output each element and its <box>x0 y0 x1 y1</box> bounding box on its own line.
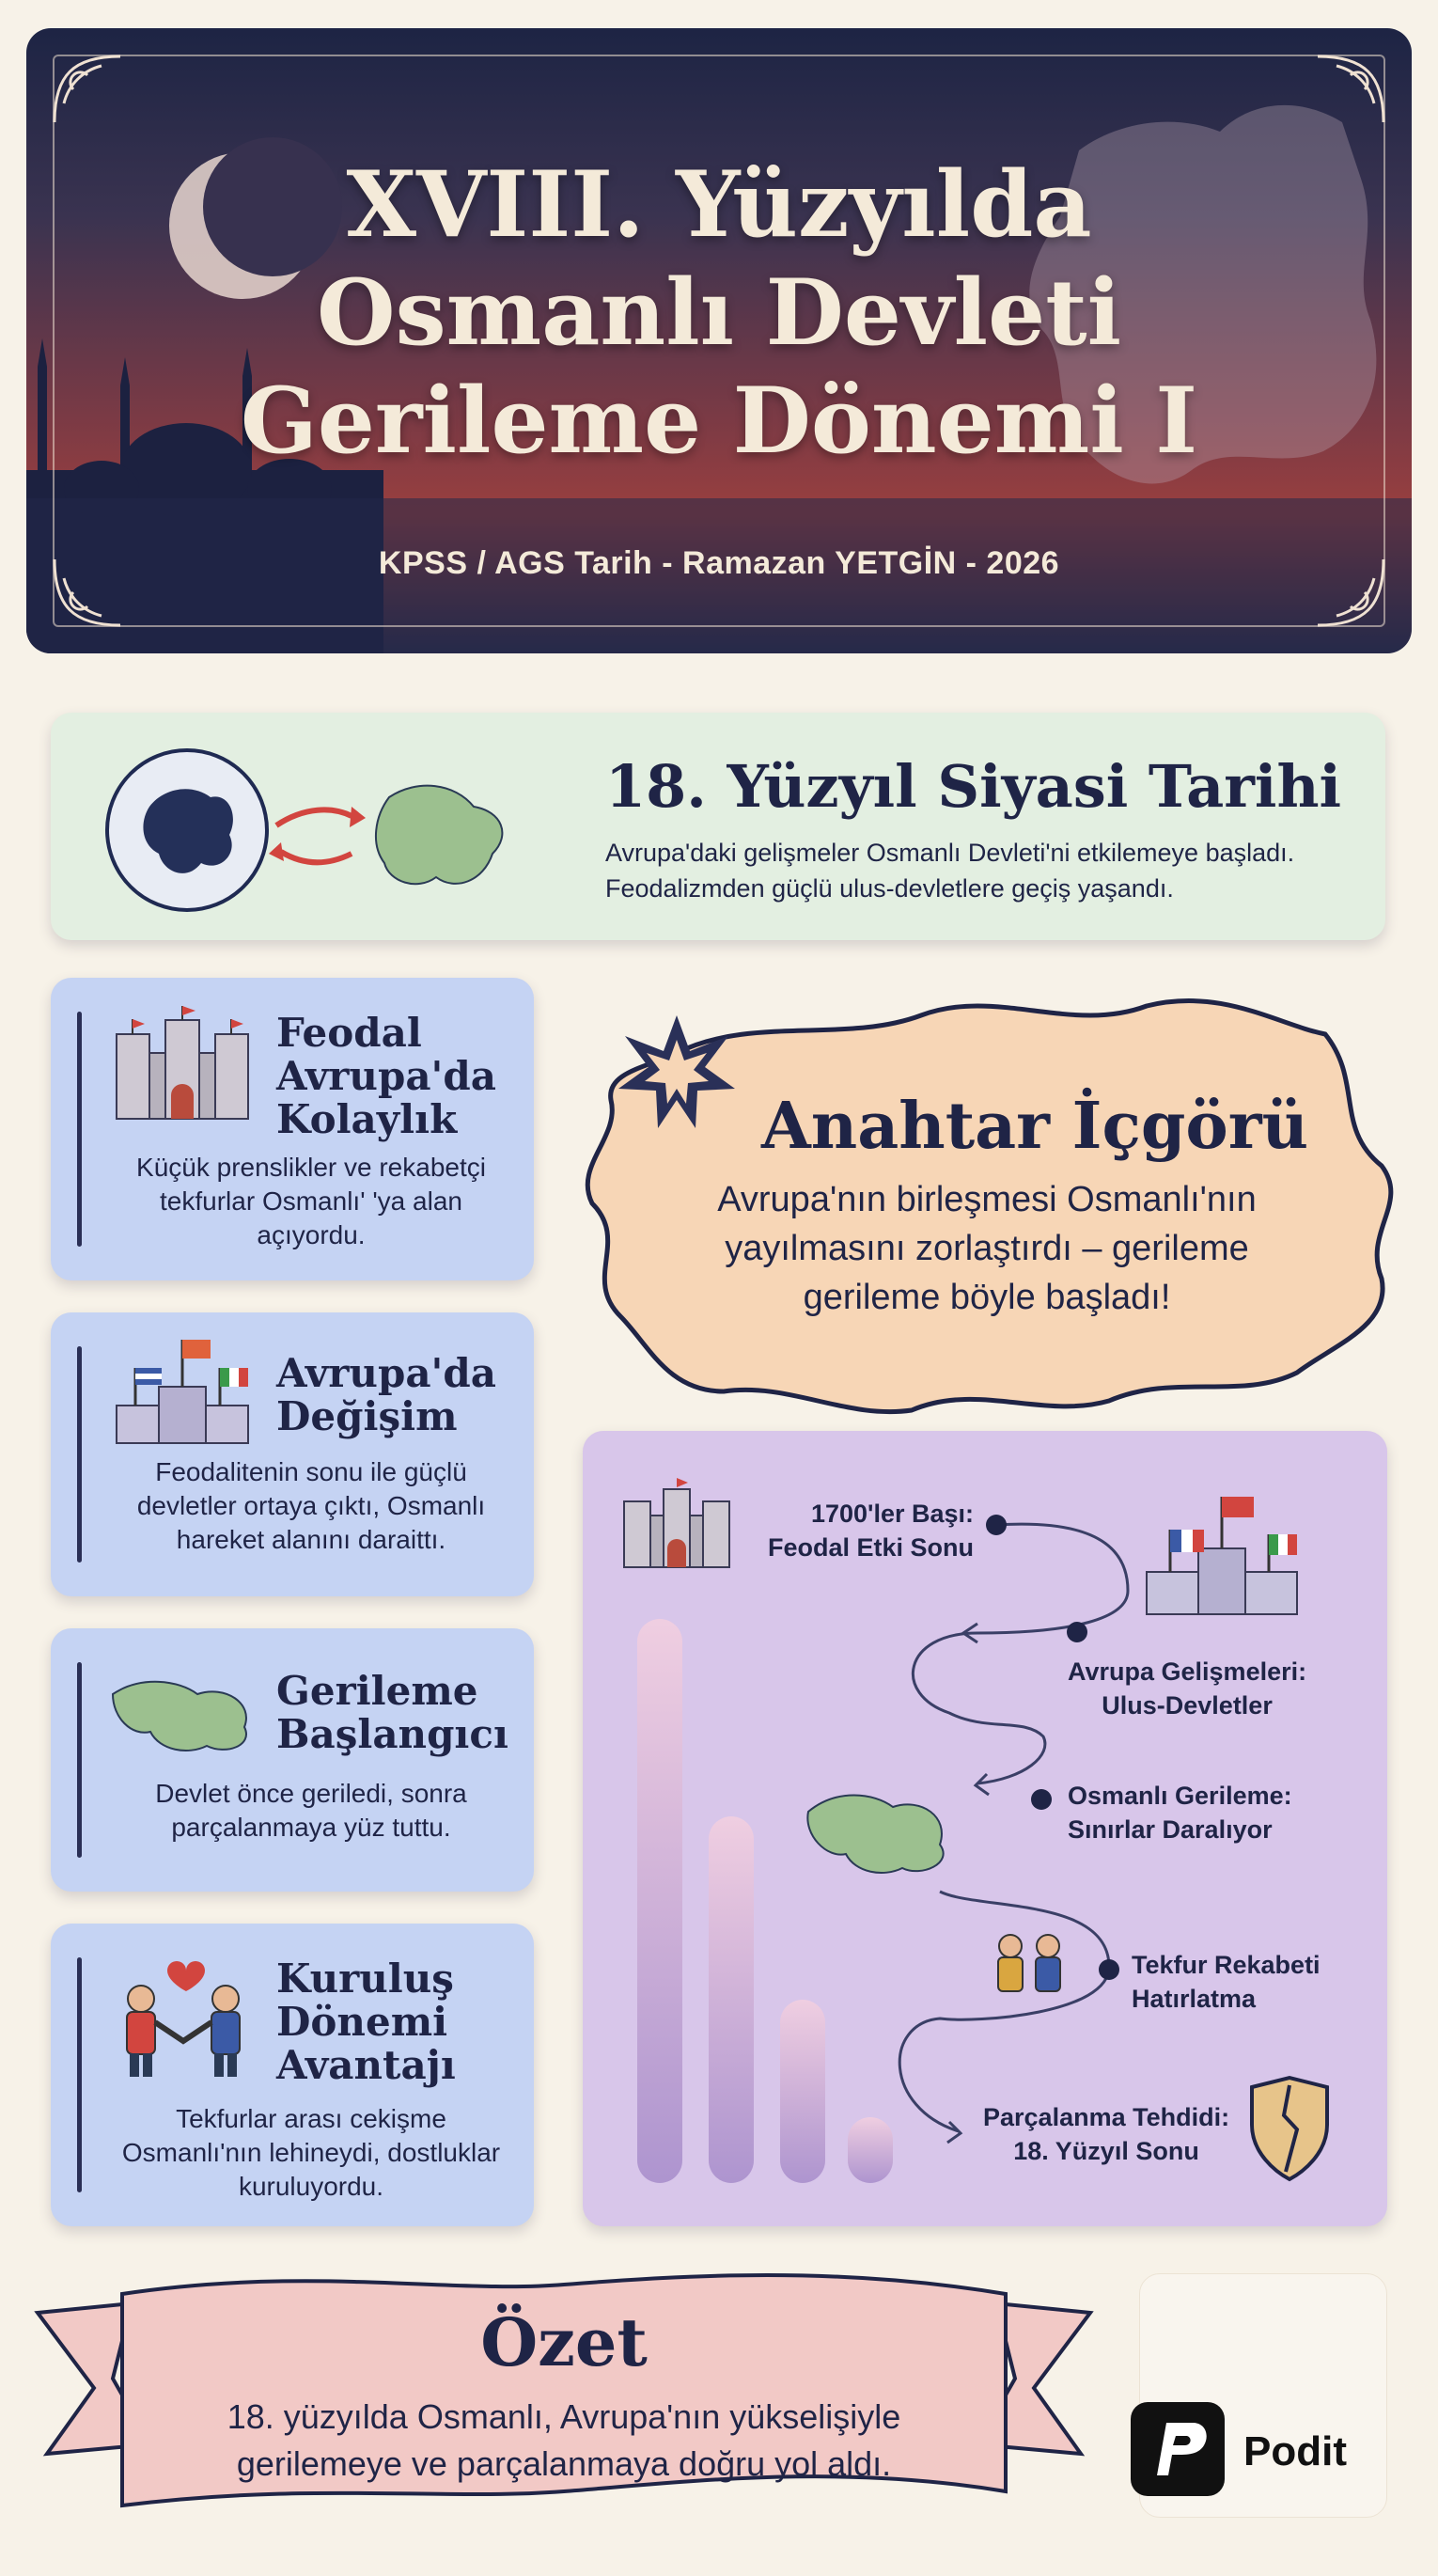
ribbon-shape <box>28 2256 1100 2529</box>
key-insight-badge <box>564 978 1410 1420</box>
step-line: 18. Yüzyıl Sonu <box>1013 2137 1199 2165</box>
side-card-kurulus <box>51 1924 534 2226</box>
step-line: Osmanlı Gerileme: <box>1068 1782 1292 1810</box>
title-line: Kuruluş <box>276 1956 454 2002</box>
side-card-text: Küçük prenslikler ve rekabetçi tekfurlar Osmanlı' 'ya alan açıyordu. <box>136 1153 486 1249</box>
side-card-degisim <box>51 1312 534 1596</box>
timeline-step-2 <box>1068 1655 1306 1722</box>
ornament-corner-icon <box>1308 47 1393 132</box>
insight-title: Anahtar İçgörü <box>761 1089 1309 1164</box>
step-line: Avrupa Gelişmeleri: <box>1068 1657 1307 1686</box>
step-line: Tekfur Rekabeti <box>1132 1951 1321 1979</box>
side-card-text: Tekfurlar arası cekişme Osmanlı'nın lehineydi, dostluklar kuruluyordu. <box>121 2104 501 2201</box>
side-card-text: Devlet önce geriledi, sonra parçalanmaya yüz tuttu. <box>155 1779 467 1842</box>
timeline-dot <box>1099 1959 1119 1980</box>
globe-map-arrows-illustration <box>98 741 568 919</box>
summary-title: Özet <box>480 2303 648 2381</box>
arrow-right-icon <box>276 809 352 825</box>
flags-podium-icon <box>1147 1497 1297 1614</box>
title-line: Gerileme <box>276 1668 478 1714</box>
page-subtitle: KPSS / AGS Tarih - Ramazan YETGİN - 2026 <box>378 545 1060 581</box>
timeline-dot <box>1031 1789 1052 1810</box>
card-accent-bar <box>77 1346 82 1563</box>
step-line: Hatırlatma <box>1132 1985 1257 2013</box>
decorative-bar <box>637 1619 682 2183</box>
arrow-left-icon <box>281 852 352 862</box>
title-line: Avrupa'da <box>276 1350 496 1396</box>
intro-card <box>51 713 1385 940</box>
map-icon <box>103 1666 263 1760</box>
title-line: Gerileme Dönemi I <box>240 368 1198 474</box>
ottoman-map-icon <box>376 786 502 885</box>
intro-title: 18. Yüzyıl Siyasi Tarihi <box>605 752 1342 821</box>
soldiers-icon <box>998 1935 1060 1991</box>
card-accent-bar <box>77 1957 82 2192</box>
title-line: Feodal <box>276 1010 422 1056</box>
intro-text: Avrupa'daki gelişmeler Osmanlı Devleti'ni etkilemeye başladı. Feodalizmden güçlü ulus-devletlere geçiş yaşandı. <box>605 839 1295 903</box>
side-card-title <box>276 1352 496 1438</box>
title-line: Başlangıcı <box>276 1711 508 1757</box>
timeline-dot <box>1067 1622 1087 1642</box>
timeline-step-3 <box>1068 1779 1292 1846</box>
step-line: Feodal Etki Sonu <box>767 1533 974 1562</box>
timeline-card <box>583 1431 1387 2226</box>
title-line: Kolaylık <box>276 1096 458 1142</box>
card-accent-bar <box>77 1662 82 1858</box>
title-line: XVIII. Yüzyılda <box>346 151 1092 258</box>
title-line: Osmanlı Devleti <box>316 259 1122 366</box>
side-card-text: Feodalitenin sonu ile güçlü devletler ortaya çıktı, Osmanlı hareket alanını daraittı. <box>136 1457 486 1554</box>
ornament-corner-icon <box>45 47 130 132</box>
timeline-step-4 <box>1132 1948 1321 2016</box>
title-line: Dönemi <box>276 1999 448 2045</box>
timeline-dot <box>986 1515 1007 1535</box>
side-card-title <box>276 1670 508 1756</box>
castle-icon <box>624 1478 729 1567</box>
decorative-bar <box>780 2000 825 2183</box>
map-icon <box>807 1796 943 1874</box>
summary-text: 18. yüzyılda Osmanlı, Avrupa'nın yükselişiyle gerilemeye ve parçalanmaya doğru yol aldı. <box>227 2397 901 2483</box>
side-card-title <box>276 1012 496 1141</box>
insight-text: Avrupa'nın birleşmesi Osmanlı'nın yayılmasını zorlaştırdı – gerileme gerileme böyle başladı! <box>717 1180 1257 1317</box>
castle-icon <box>107 1006 258 1128</box>
title-line: Avrupa'da <box>276 1053 496 1099</box>
side-card-feodal <box>51 978 534 1280</box>
title-line: Avantajı <box>276 2042 456 2088</box>
summary-banner <box>28 2256 1100 2529</box>
header-banner <box>26 28 1412 653</box>
decorative-bar <box>709 1816 754 2183</box>
step-line: Sınırlar Daralıyor <box>1068 1815 1273 1844</box>
title-line: Değişim <box>276 1393 458 1439</box>
page-title <box>26 150 1412 475</box>
handshake-icon <box>103 1952 263 2083</box>
timeline-step-5 <box>983 2100 1229 2168</box>
flags-podium-icon <box>107 1335 258 1448</box>
decorative-bar <box>848 2117 893 2183</box>
brand-badge <box>1139 2273 1387 2518</box>
brand-name: Podit <box>1243 2428 1347 2474</box>
broken-shield-icon <box>1252 2078 1327 2179</box>
step-line: Ulus-Devletler <box>1102 1691 1273 1720</box>
podit-logo-icon <box>1131 2402 1225 2496</box>
side-card-gerileme <box>51 1628 534 1892</box>
card-accent-bar <box>77 1012 82 1247</box>
step-line: Parçalanma Tehdidi: <box>983 2103 1230 2131</box>
timeline-step-1 <box>768 1497 974 1564</box>
step-line: 1700'ler Başı: <box>810 1500 974 1528</box>
side-card-title <box>276 1957 456 2087</box>
